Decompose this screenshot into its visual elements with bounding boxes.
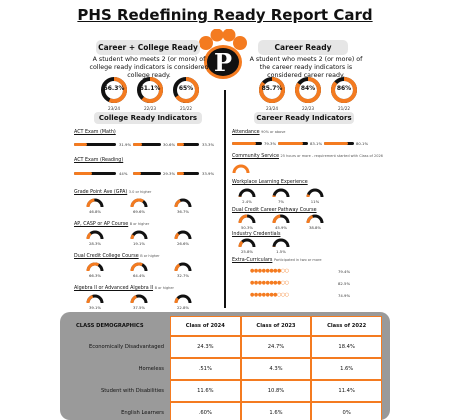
community-gauge bbox=[232, 162, 250, 174]
industry-gauge-1 bbox=[272, 238, 290, 248]
college-donut-2-value: 65% bbox=[178, 85, 194, 92]
career-donut-2-year: 21/22 bbox=[337, 106, 351, 111]
act-reading-v3: 33.9% bbox=[202, 171, 215, 176]
dual_pathway-gauge-2-value: 38.8% bbox=[308, 225, 322, 230]
career-donut-0-value: 85.7% bbox=[261, 85, 283, 92]
college-donut-1 bbox=[136, 76, 164, 104]
gpa-gauge-1-value: 69.6% bbox=[132, 209, 146, 214]
gpa-label: Grade Point Ave (GPA) 3.0 or higher bbox=[74, 190, 152, 195]
gpa-gauge-2-value: 36.7% bbox=[176, 209, 190, 214]
extracurricular-people-row: ●●●●●●●●○○ bbox=[250, 268, 289, 274]
gpa-gauge-2 bbox=[174, 198, 192, 208]
algebra-gauge-1-value: 37.5% bbox=[132, 305, 146, 310]
act-reading-label: ACT Exam (Reading) bbox=[74, 158, 124, 163]
row-cell: 24.3% bbox=[170, 336, 241, 358]
table-row bbox=[70, 380, 382, 402]
dual-gauge-1-value: 64.4% bbox=[132, 273, 146, 278]
dual-gauge-2 bbox=[174, 262, 192, 272]
college-donut-0-value: 56.3% bbox=[103, 85, 125, 92]
demographics-table bbox=[70, 316, 382, 420]
ap-gauge-1-value: 19.1% bbox=[132, 241, 146, 246]
row-cell: .51% bbox=[170, 358, 241, 380]
college-donut-1-year: 22/23 bbox=[143, 106, 157, 111]
extracurricular-people-row: ●●●●●●●●○○ bbox=[250, 280, 289, 286]
row-cell: 24.7% bbox=[241, 336, 312, 358]
attendance-bar-1 bbox=[232, 142, 262, 145]
algebra-gauge-0-value: 39.1% bbox=[88, 305, 102, 310]
row-cell: 4.3% bbox=[241, 358, 312, 380]
college-donut-2 bbox=[172, 76, 200, 104]
college-donut-0-year: 23/24 bbox=[107, 106, 121, 111]
attendance-bar-3 bbox=[324, 142, 354, 145]
career-donut-1 bbox=[294, 76, 322, 104]
act-reading-bar-2 bbox=[133, 172, 161, 175]
dual_pathway-gauge-1-value: 45.9% bbox=[274, 225, 288, 230]
ap-gauge-2 bbox=[174, 230, 192, 240]
act-reading-bar-1 bbox=[74, 172, 116, 175]
career-college-pill: Career + College Ready bbox=[96, 40, 200, 55]
row-label: Economically Disadvantaged bbox=[88, 344, 164, 350]
community-service-label: Community Service 25 hours or more - requirement started with Class of 2026 bbox=[232, 154, 383, 159]
career-description: A student who meets 2 (or more) of the career ready indicators is considered career ready. bbox=[249, 56, 363, 79]
row-cell: 11.6% bbox=[170, 380, 241, 402]
dual-gauge-2-value: 32.7% bbox=[176, 273, 190, 278]
career-donut-1-year: 22/23 bbox=[301, 106, 315, 111]
algebra-gauge-2 bbox=[174, 294, 192, 304]
row-label: English Learners bbox=[121, 410, 164, 416]
row-label: Student with Disabilities bbox=[100, 388, 164, 394]
act-reading-v1: 44% bbox=[119, 171, 128, 176]
extracurricular-value: 79.4% bbox=[338, 269, 351, 274]
extracurricular-value: 82.5% bbox=[338, 281, 351, 286]
college-donut-2-year: 21/22 bbox=[179, 106, 193, 111]
act-reading-bar-3 bbox=[177, 172, 199, 175]
act-reading-v2: 29.3% bbox=[163, 171, 176, 176]
table-row bbox=[70, 358, 382, 380]
workplace-gauge-2-value: 11% bbox=[310, 199, 320, 204]
college-donut-1-value: 61.1% bbox=[139, 85, 161, 92]
gpa-gauge-0-value: 46.8% bbox=[88, 209, 102, 214]
table-row bbox=[70, 402, 382, 420]
extracurricular-label: Extra-Curriculars Participated in two or more bbox=[232, 258, 322, 263]
act-math-v2: 30.6% bbox=[163, 142, 176, 147]
row-cell: 1.6% bbox=[311, 358, 382, 380]
industry-gauge-0-value: 25.8% bbox=[240, 249, 254, 254]
ap-gauge-0-value: 28.3% bbox=[88, 241, 102, 246]
table-row bbox=[70, 336, 382, 358]
college-donut-0 bbox=[100, 76, 128, 104]
dual_pathway-gauge-0-value: 50.3% bbox=[240, 225, 254, 230]
dual_pathway-gauge-1 bbox=[272, 214, 290, 224]
career-indicators-title: Career Ready Indicators bbox=[254, 112, 354, 124]
algebra-label: Algebra II or Advanced Algebra II B or higher bbox=[74, 286, 174, 291]
row-cell: 0% bbox=[311, 402, 382, 420]
gpa-gauge-1 bbox=[130, 198, 148, 208]
ap-gauge-1 bbox=[130, 230, 148, 240]
ap-gauge-0 bbox=[86, 230, 104, 240]
industry-gauge-0 bbox=[238, 238, 256, 248]
act-math-label: ACT Exam (Math) bbox=[74, 130, 116, 135]
dual-gauge-0 bbox=[86, 262, 104, 272]
attendance-v3: 80.1% bbox=[356, 141, 369, 146]
ap-label: AP, CASP or AP Course B or higher bbox=[74, 222, 150, 227]
extracurricular-value: 74.9% bbox=[338, 293, 351, 298]
algebra-gauge-1 bbox=[130, 294, 148, 304]
dual-gauge-0-value: 66.3% bbox=[88, 273, 102, 278]
dual-pathway-label: Dual Credit Career Pathway Course bbox=[232, 208, 317, 213]
college-description: A student who meets 2 (or more) of college ready indicators is considered college ready. bbox=[89, 56, 209, 79]
industry-gauge-1-value: 1.5% bbox=[276, 249, 286, 254]
career-donut-0-year: 23/24 bbox=[265, 106, 279, 111]
act-math-v3: 33.3% bbox=[202, 142, 215, 147]
row-cell: 10.8% bbox=[241, 380, 312, 402]
column-divider bbox=[224, 90, 226, 308]
dual_pathway-gauge-0 bbox=[238, 214, 256, 224]
act-math-v1: 31.9% bbox=[119, 142, 132, 147]
dual-gauge-1 bbox=[130, 262, 148, 272]
header-cell: Class of 2023 bbox=[241, 316, 312, 336]
extracurricular-people-row: ●●●●●●●○○○ bbox=[250, 292, 289, 298]
ap-gauge-2-value: 26.6% bbox=[176, 241, 190, 246]
workplace-gauge-1 bbox=[272, 188, 290, 198]
industry-label: Industry Credentials bbox=[232, 232, 281, 237]
dual_pathway-gauge-2 bbox=[306, 214, 324, 224]
career-donut-2-value: 86% bbox=[336, 85, 352, 92]
row-cell: 11.4% bbox=[311, 380, 382, 402]
dual-credit-label: Dual Credit College Course B or higher bbox=[74, 254, 160, 259]
gpa-gauge-0 bbox=[86, 198, 104, 208]
report-title: PHS Redefining Ready Report Card bbox=[77, 6, 373, 24]
attendance-bar-2 bbox=[278, 142, 308, 145]
workplace-label: Workplace Learning Experience bbox=[232, 180, 308, 185]
workplace-gauge-1-value: 7% bbox=[277, 199, 285, 204]
table-header-row bbox=[70, 316, 382, 336]
act-math-bar-1 bbox=[74, 143, 116, 146]
career-ready-pill: Career Ready bbox=[258, 40, 348, 55]
header-cell: CLASS DEMOGRAPHICS bbox=[76, 323, 144, 329]
algebra-gauge-0 bbox=[86, 294, 104, 304]
row-cell: 18.4% bbox=[311, 336, 382, 358]
act-math-bar-2 bbox=[133, 143, 161, 146]
college-indicators-title: College Ready Indicators bbox=[94, 112, 202, 124]
algebra-gauge-2-value: 22.8% bbox=[176, 305, 190, 310]
header-cell: Class of 2024 bbox=[170, 316, 241, 336]
header-cell: Class of 2022 bbox=[311, 316, 382, 336]
act-math-bar-3 bbox=[177, 143, 199, 146]
logo-letter: P bbox=[213, 48, 233, 77]
career-donut-0 bbox=[258, 76, 286, 104]
attendance-v2: 83.1% bbox=[310, 141, 323, 146]
row-cell: .60% bbox=[170, 402, 241, 420]
career-donut-2 bbox=[330, 76, 358, 104]
attendance-label: Attendance 90% or above bbox=[232, 130, 286, 135]
workplace-gauge-0-value: 2.4% bbox=[242, 199, 252, 204]
row-cell: 1.6% bbox=[241, 402, 312, 420]
workplace-gauge-2 bbox=[306, 188, 324, 198]
row-label: Homeless bbox=[138, 366, 164, 372]
career-donut-1-value: 84% bbox=[300, 85, 316, 92]
workplace-gauge-0 bbox=[238, 188, 256, 198]
attendance-v1: 79.3% bbox=[264, 141, 277, 146]
